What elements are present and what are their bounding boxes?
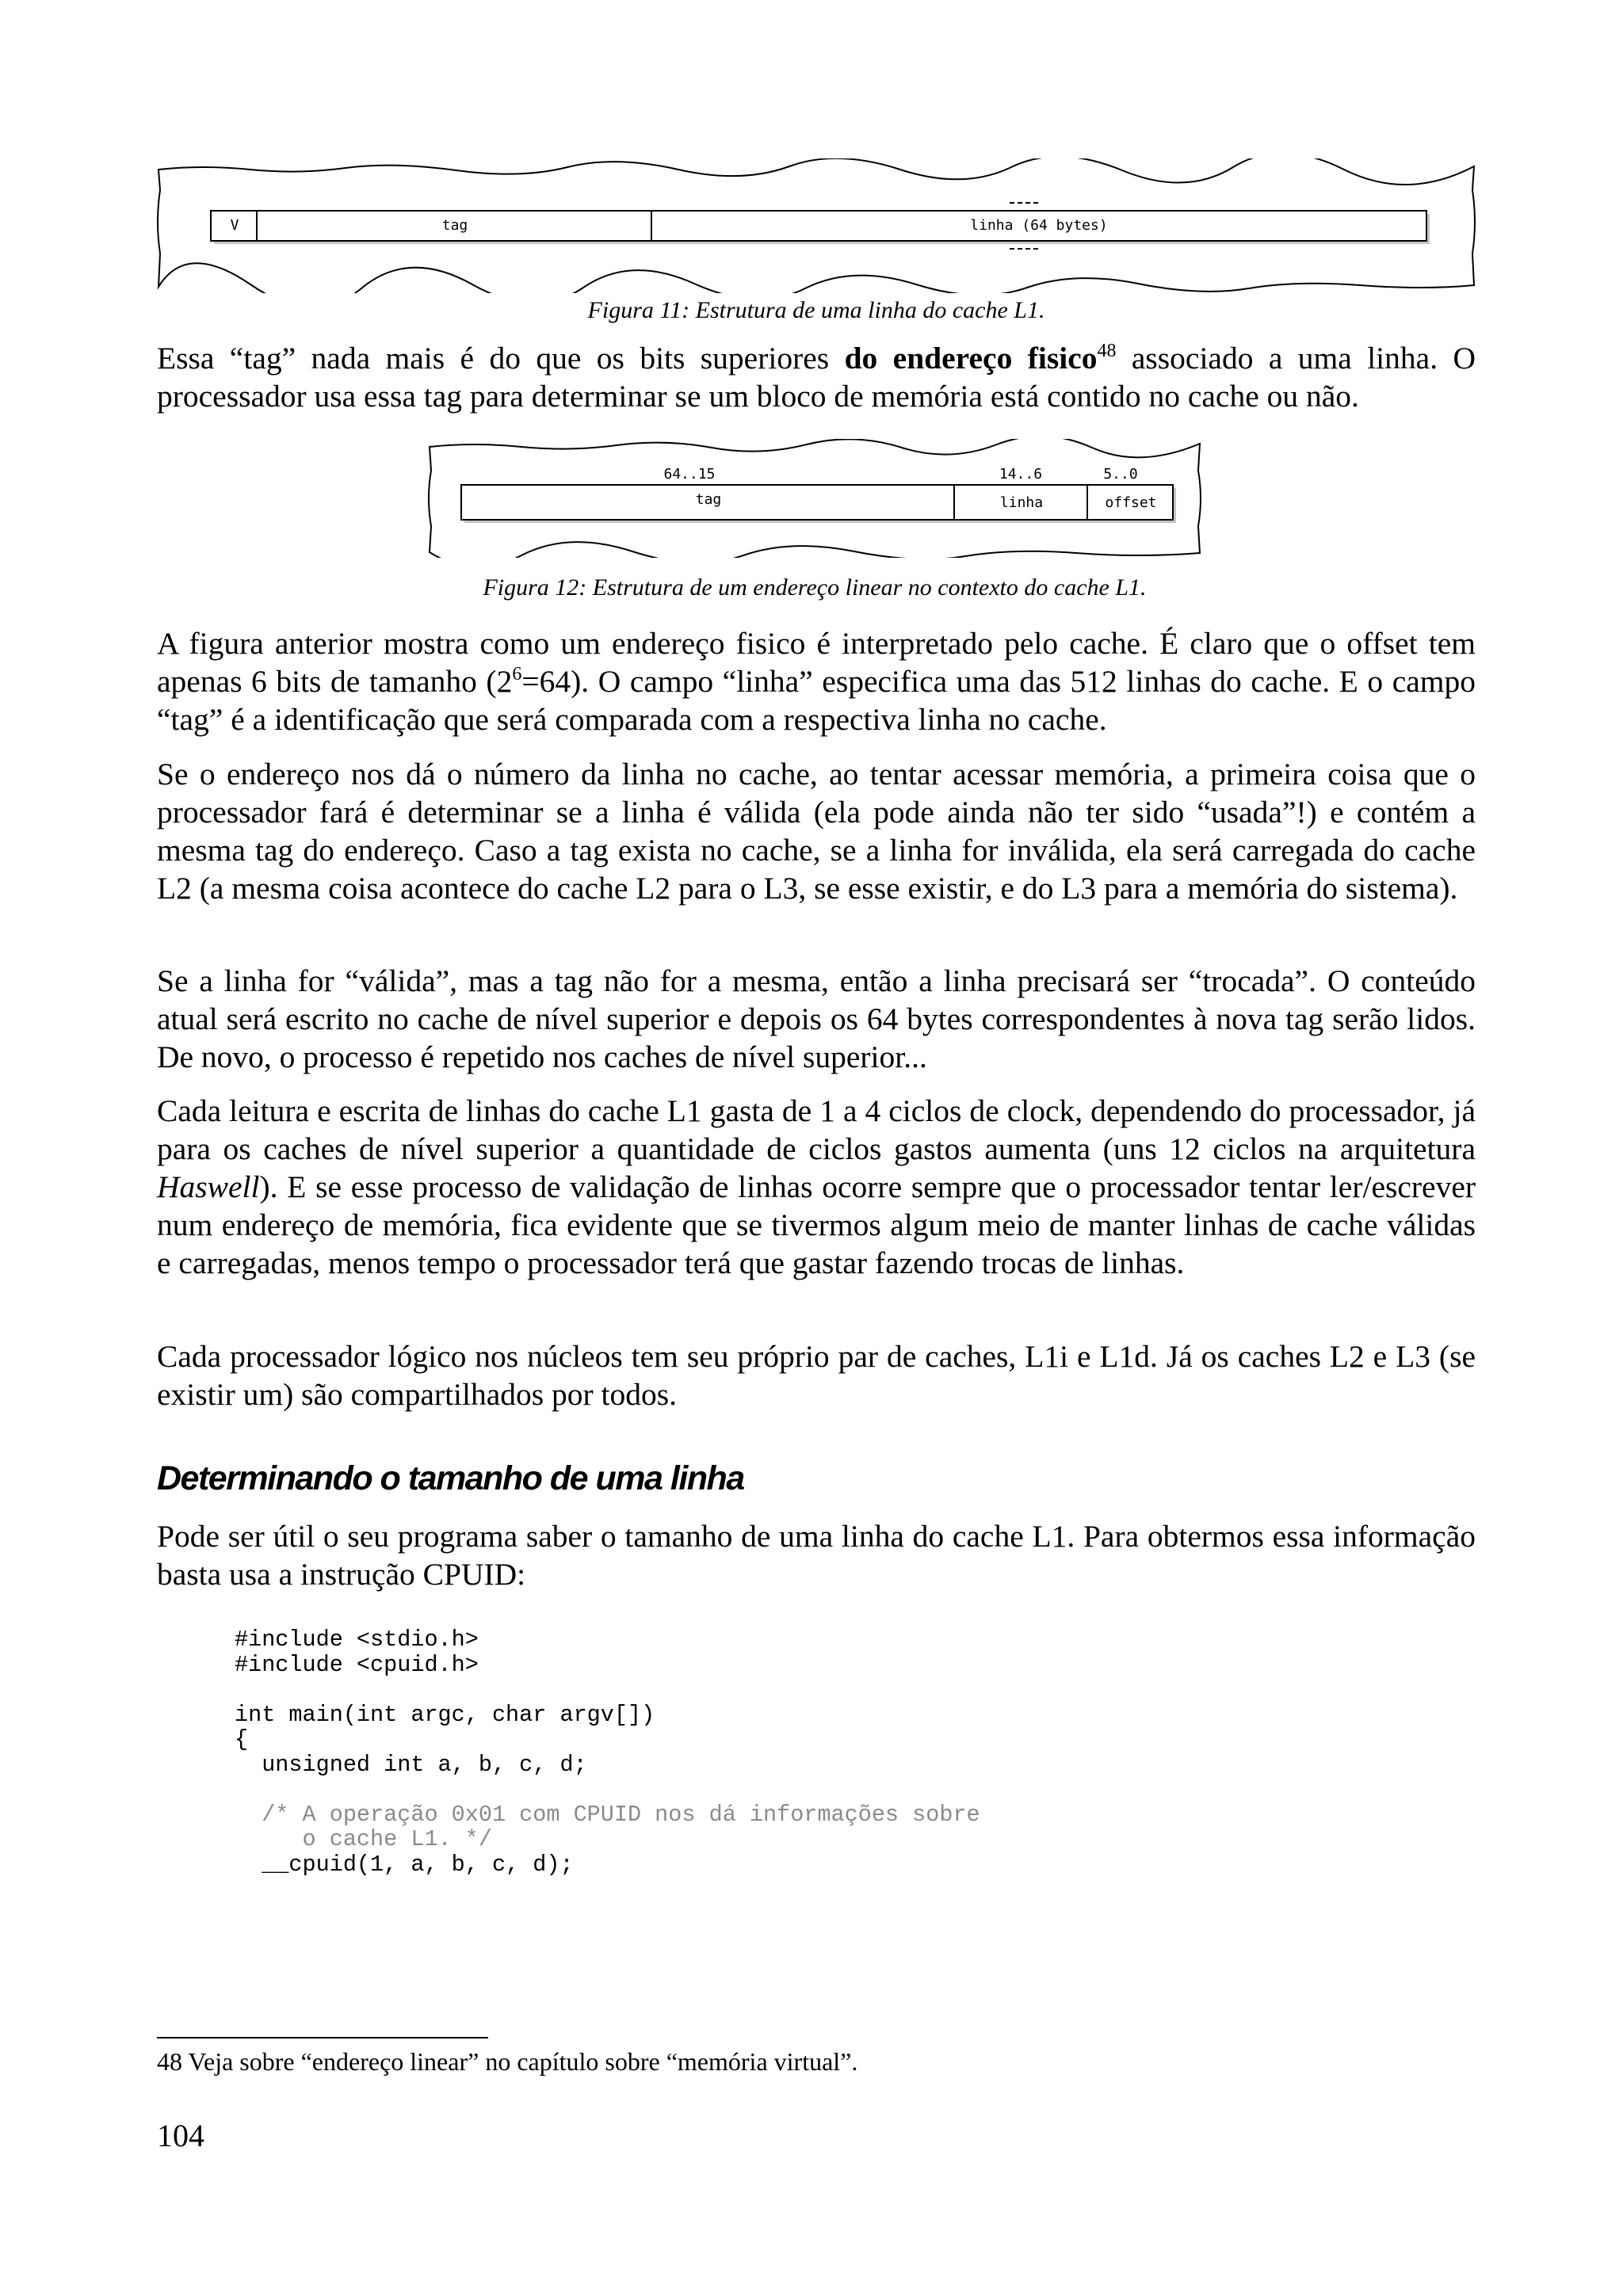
text-run: =64). O campo “linha” especifica uma das 512 linhas do cache. E o campo “tag” é a identificação que será comparada com a respectiva linha no cache. [157,664,1476,737]
page-number: 104 [157,2118,204,2153]
paragraph-tag-description [157,339,1476,415]
figure-12-range-tag: 64..15 [663,466,716,482]
figure-12-range-offset: 5..0 [1103,466,1138,482]
paragraph-address-interpretation [157,624,1476,738]
figure-11 [155,158,1477,331]
figure-11-cell-tag: tag [441,217,468,234]
figure-11-cell-v: V [230,217,239,234]
paragraph-line-validation: Se o endereço nos dá o número da linha no cache, ao tentar acessar memória, a primeira coisa que o processador fará é determinar se a linha é válida (ela pode ainda não ter sido “usada”!) e contém a mesma tag do endereço. Caso a tag exista no cache, se a linha for inválida, ela será carregada do cache L2 (a mesma coisa acontece do cache L2 para o L3, se esse existir, e do L3 para a memória do sistema). [157,757,1476,906]
text-run: A figura anterior mostra como um endereço fisico é interpretado pelo cache. É claro que o offset tem apenas 6 bits de tamanho (2 [157,626,1476,699]
code-line: #include <cpuid.h> [235,1651,479,1678]
code-listing [235,1627,980,1877]
footnote-separator [157,2037,488,2039]
figure-12-caption: Figura 12: Estrutura de um endereço linear no contexto do cache L1. [483,574,1147,601]
code-blank-line [235,1677,980,1703]
bold-text: do endereço fisico [844,341,1098,376]
italic-text: Haswell [157,1169,260,1204]
figure-12 [426,439,1203,608]
footnote-reference[interactable]: 48 [1097,341,1117,361]
figure-11-caption: Figura 11: Estrutura de uma linha do cache L1. [587,297,1045,323]
text-run: Essa “tag” nada mais é do que os bits superiores [157,341,845,376]
code-line: { [235,1726,249,1753]
code-line: __cpuid(1, a, b, c, d); [235,1851,574,1878]
paragraph-cpuid-intro: Pode ser útil o seu programa saber o tamanho de uma linha do cache L1. Para obtermos essa informação basta usa a instrução CPUID: [157,1519,1476,1592]
code-line: unsigned int a, b, c, d; [235,1751,587,1778]
text-run: ). E se esse processo de validação de linhas ocorre sempre que o processador tentar ler/escrever num endereço de memória, fica evidente que se tivermos algum meio de manter linhas de cache válidas e carregadas, menos tempo o processador terá que gastar fazendo trocas de linhas. [157,1169,1476,1280]
figure-12-cell-offset: offset [1105,494,1157,511]
code-line: int main(int argc, char argv[]) [235,1701,655,1728]
paragraph-clock-cycles [157,1092,1476,1282]
paragraph-logical-processors: Cada processador lógico nos núcleos tem seu próprio par de caches, L1i e L1d. Já os caches L2 e L3 (se existir um) são compartilhados por todos. [157,1339,1476,1412]
text-run: Cada leitura e escrita de linhas do cache L1 gasta de 1 a 4 ciclos de clock, dependendo do processador, já para os caches de nível superior a quantidade de ciclos gastos aumenta (uns 12 ciclos na arquitetura [157,1093,1476,1166]
figure-12-cell-linha: linha [999,494,1044,511]
figure-12-cell-tag: tag [695,491,722,508]
exponent: 6 [512,664,522,685]
figure-12-range-linha: 14..6 [999,466,1043,482]
code-line: #include <stdio.h> [235,1627,479,1653]
section-heading: Determinando o tamanho de uma linha [157,1459,744,1497]
code-blank-line [235,1777,980,1802]
code-comment: o cache L1. */ [235,1826,492,1852]
code-comment: /* A operação 0x01 com CPUID nos dá informações sobre [235,1801,980,1828]
text-run: associado a uma linha. O processador usa essa tag para determinar se um bloco de memória está contido no cache ou não. [157,341,1476,414]
figure-11-cell-linha: linha (64 bytes) [970,217,1108,234]
paragraph-line-swap: Se a linha for “válida”, mas a tag não for a mesma, então a linha precisará ser “trocada”. O conteúdo atual será escrito no cache de nível superior e depois os 64 bytes correspondentes à nova tag serão lidos. De novo, o processo é repetido nos caches de nível superior... [157,963,1476,1074]
footnote: 48 Veja sobre “endereço linear” no capítulo sobre “memória virtual”. [157,2047,858,2076]
